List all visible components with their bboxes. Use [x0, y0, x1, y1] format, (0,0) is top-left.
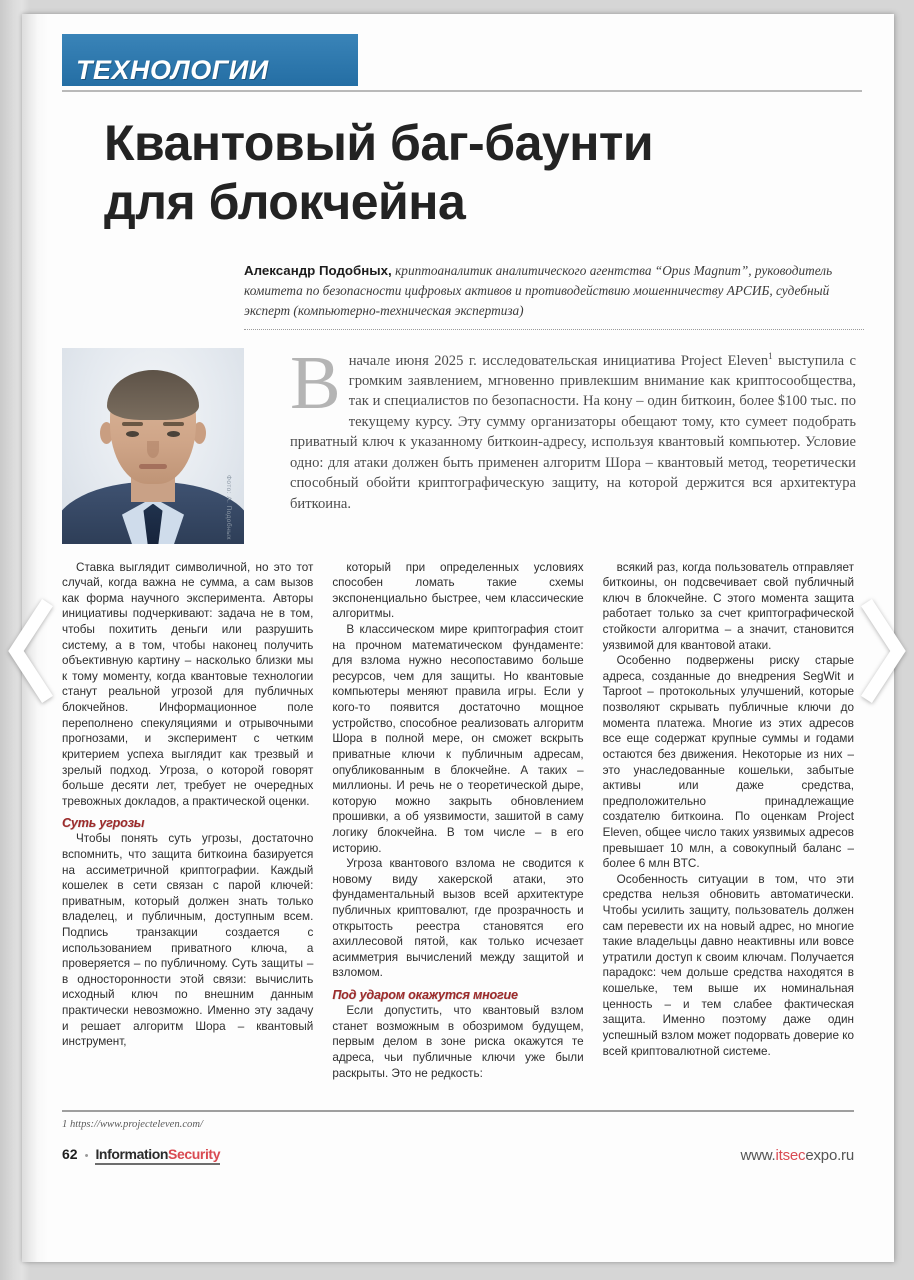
chevron-right-icon [856, 598, 910, 704]
rubric-label: ТЕХНОЛОГИИ [76, 55, 269, 85]
page-footer [62, 1146, 854, 1165]
byline-divider [244, 329, 864, 330]
lede-section [48, 342, 868, 544]
col3-paragraph-3: Особенность ситуации в том, что эти средства нельзя обновить автоматически. Чтобы усилить защиту, пользователь должен сам перевести их на новый адрес, но многие такие владельцы давно неактивны или вовсе утратили доступ к своим ключам. Получается парадокс: чем дольше средства находятся в кошельке, тем выше их номинальная ценность – и тем слабее фактическая защита. Именно поэтому даже один успешный взлом может подорвать доверие ко всей криптовалютной системе. [602, 872, 854, 1058]
intro-paragraph [290, 340, 857, 515]
byline-block [244, 261, 864, 330]
chevron-left-icon [4, 598, 58, 704]
portrait-brow-right [163, 422, 184, 426]
logo-information: Information [95, 1145, 169, 1162]
col2-paragraph-3: Угроза квантового взлома не сводится к новому виду хакерской атаки, это фундаментальный вызов всей архитектуре публичных криптовалют, где прозрачность и открытость реестра становятся его ахиллесовой пятой, как только исчезает асимметрия вычислений между защитой и взломом. [332, 857, 584, 980]
body-columns [62, 560, 854, 1096]
col2-paragraph-1: который при определенных условиях способен ломать такие схемы экспоненциально быстрее, чем классические алгоритмы. [332, 560, 584, 621]
column-2 [332, 560, 583, 1096]
col2-subhead: Под ударом окажутся многие [332, 988, 518, 1003]
footer-left [62, 1146, 220, 1165]
photo-credit: Фото: А. Подобных [225, 474, 232, 540]
col3-paragraph-1: всякий раз, когда пользователь отправляет биткоины, он подсвечивает свой публичный ключ в блокчейне. С этого момента защита работает только за счет криптографической стойкости алгоритма – а значит, становится уязвимой для квантовой атаки. [602, 560, 854, 652]
footnote-marker: 1 [768, 350, 773, 361]
photo-column [62, 342, 272, 544]
url-prefix: www. [740, 1146, 776, 1164]
col1-subhead: Суть угрозы [62, 816, 145, 831]
rubric-banner [48, 28, 868, 88]
logo-security: Security [168, 1145, 221, 1162]
footer-divider [62, 1110, 854, 1112]
portrait-eye-right [167, 431, 180, 437]
footer-bullet: • [84, 1149, 89, 1162]
portrait-eye-left [126, 431, 139, 437]
author-portrait [62, 348, 244, 544]
rubric-divider [62, 90, 862, 92]
intro-text-1: начале июня 2025 г. исследовательская инициатива Project Eleven [348, 352, 769, 369]
col2-paragraph-2: В классическом мире криптография стоит на прочном математическом фундаменте: для взлома нужно несопоставимо больше ресурсов, чем для защиты. Но квантовые компьютеры меняют правила игры. Если у кого-то появится достаточно мощное устройство, способное реализовать алгоритм Шора в полной мере, он сможет вскрыть приватные ключи к публичным адресам, опубликованным в блокчейне. А таких – миллионы. И речь не о теоретической дыре, которую можно закрыть обновлением прошивки, а об уязвимости, зашитой в саму логику блокчейна. В том числе – в его историю. [332, 623, 584, 855]
footnote: 1 https://www.projecteleven.com/ [62, 1118, 203, 1130]
byline-text [244, 261, 864, 322]
col1-paragraph-2: Чтобы понять суть угрозы, достаточно вспомнить, что защита биткоина базируется на ассиметричной криптографии. Каждый кошелек в сети связан с парой ключей: приватным, который должен знать только владелец, и публичным, доступным всем. Подпись транзакции создается с использованием приватного ключа, а проверяется – по публичному. Суть защиты – в односторонности этой связи: вычислить исходный ключ по внешним данным практически невозможно. Именно эту задачу и решает алгоритм Шора – квантовый инструмент, [62, 832, 314, 1049]
col2-paragraph-4: Если допустить, что квантовый взлом станет возможным в обозримом будущем, первым делом в зоне риска окажутся те адреса, чьи публичные ключи уже были раскрыты. Это не редкость: [332, 1004, 584, 1080]
author-name: Александр Подобных, [244, 263, 392, 278]
col3-paragraph-2: Особенно подвержены риску старые адреса, созданные до внедрения SegWit и Taproot – протокольных улучшений, которые позволяют скрывать публичные ключи до момента платежа. Многие из этих адресов все еще содержат крупные суммы и годами остаются без движения. Некоторые из них – это унаследованные кошельки, забытые активы или даже средства, предположительно принадлежащие создателю биткоина. По оценкам Project Eleven, общее число таких уязвимых адресов превышает 10 млн, а совокупный баланс – более 6 млн BTC. [602, 654, 854, 871]
page-title [104, 114, 744, 231]
page-number: 62 [62, 1145, 78, 1162]
magazine-page [22, 14, 894, 1262]
magazine-logo [95, 1146, 220, 1165]
headline-line-2: для блокчейна [104, 173, 466, 230]
previous-page-button[interactable] [4, 598, 58, 704]
portrait-brow-left [122, 422, 143, 426]
intro-column [272, 342, 868, 544]
author-description: криптоаналитик аналитического агентства “Opus Magnum”, руководитель комитета по безопасности цифровых активов и противодействию мошенничеству АРСИБ, судебный эксперт (компьютерно-техническая экспертиза) [244, 263, 833, 319]
portrait-nose [147, 441, 159, 458]
column-1 [62, 560, 313, 1096]
website-url [740, 1147, 854, 1164]
url-suffix: expo.ru [805, 1146, 854, 1164]
intro-text-2: выступила с громким заявлением, мгновенно привлекшим внимание как криптосообщества, так и специалистов по безопасности. На кону – один биткоин, более $100 тыс. по текущему курсу. Эту сумму организаторы обещают тому, кто сумеет подобрать приватный ключ к указанному биткоин-адресу, используя квантовый компьютер. Условие одно: для атаки должен быть применен алгоритм Шора – квантовый метод, теоретически способный обойти криптографическую защиту, на которой держится вся архитектура биткоина. [290, 352, 857, 512]
drop-cap: В [290, 340, 341, 425]
next-page-button[interactable] [856, 598, 910, 704]
headline-line-1: Квантовый баг-баунти [104, 115, 654, 171]
col1-paragraph-1: Ставка выглядит символичной, но это тот случай, когда важна не сумма, а сам вызов как форма научного эксперимента. Авторы инициативы подчеркивают: задача не в том, чтобы похитить деньги или разрушить систему, а в том, чтобы наконец получить объективную картину – насколько близки мы к тому моменту, когда квантовые технологии станут реальной угрозой для публичных блокчейнов. Информационное поле переполнено спекуляциями и отрывочными прогнозами, и эксперимент с четким критерием успеха выглядит как трезвый и зрелый подход. Угроза, о которой говорят больше десяти лет, требует не очередных тревожных докладов, а практической оценки. [62, 560, 314, 808]
column-3 [603, 560, 854, 1096]
url-highlight: itsec [775, 1146, 806, 1164]
portrait-mouth [139, 464, 167, 469]
